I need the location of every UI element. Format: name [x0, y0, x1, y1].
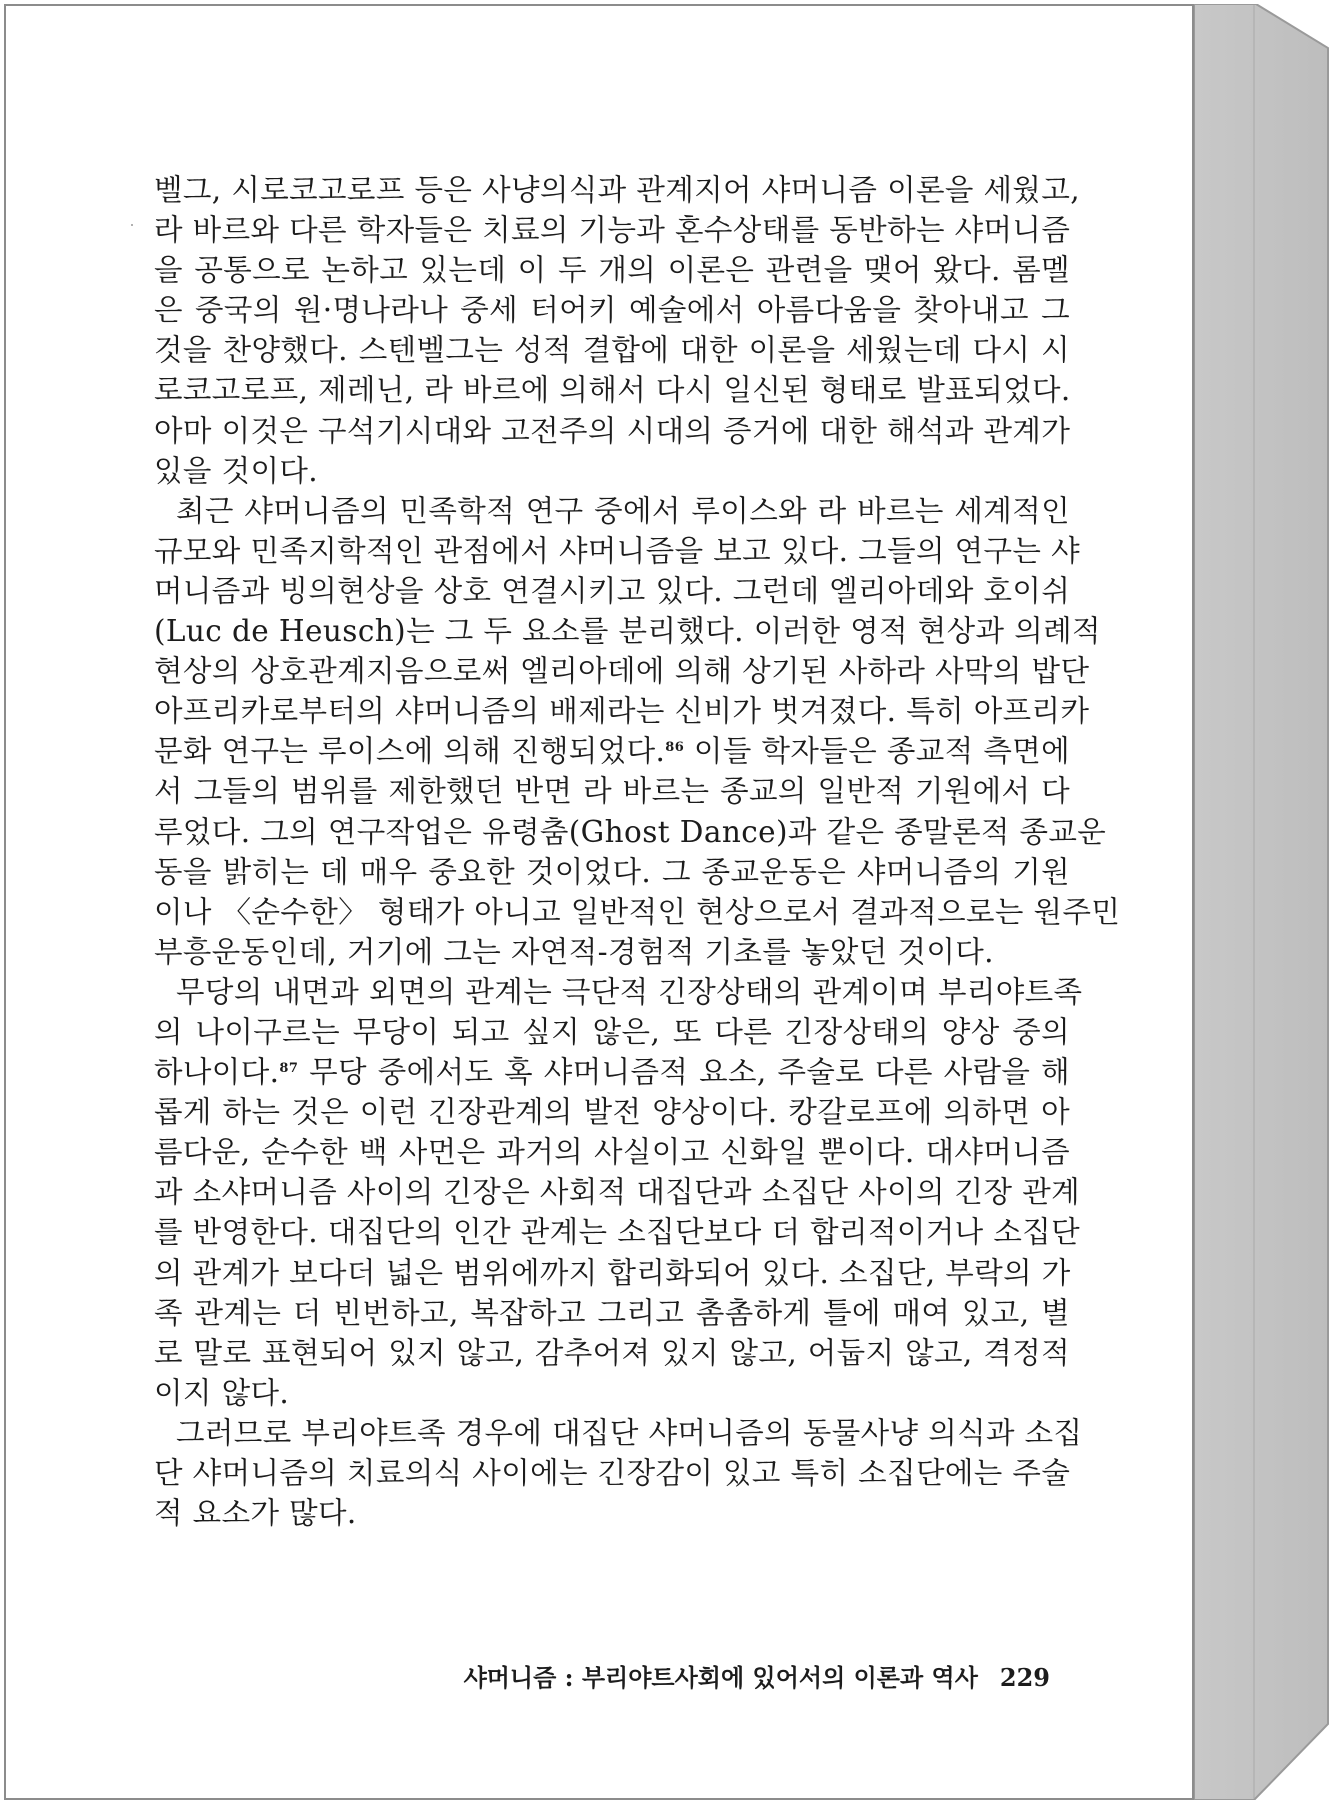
text-line: 의 관계가 보다더 넓은 범위에까지 합리화되어 있다. 소집단, 부락의 가	[154, 1255, 1071, 1290]
text-line: 규모와 민족지학적인 관점에서 샤머니즘을 보고 있다. 그들의 연구는 샤	[154, 533, 1081, 568]
text-line: 그러므로 부리야트족 경우에 대집단 샤머니즘의 동물사냥 의식과 소집	[176, 1415, 1083, 1450]
book-edge	[1194, 4, 1330, 1800]
text-line: 것을 찬양했다. 스텐벨그는 성적 결합에 대한 이론을 세웠는데 다시 시	[154, 333, 1070, 368]
text-line: 부흥운동인데, 거기에 그는 자연적-경험적 기초를 놓았던 것이다.	[154, 934, 994, 969]
footnote-marker-87[interactable]: 87	[279, 1061, 299, 1077]
text-line: 벨그, 시로코고로프 등은 사냥의식과 관계지어 샤머니즘 이론을 세웠고,	[154, 173, 1081, 207]
text-line: 머니즘과 빙의현상을 상호 연결시키고 있다. 그런데 엘리아데와 호이쉬	[154, 573, 1071, 608]
text-line: 로 말로 표현되어 있지 않고, 감추어져 있지 않고, 어둡지 않고, 격정적	[154, 1335, 1070, 1370]
paper-speck	[131, 224, 133, 226]
text-line-with-footnote	[154, 1052, 1070, 1092]
text-line: 의 나이구르는 무당이 되고 싶지 않은, 또 다른 긴장상태의 양상 중의	[154, 1014, 1070, 1049]
text-line: (Luc de Heusch)는 그 두 요소를 분리했다. 이러한 영적 현상과 의례적	[154, 614, 1101, 649]
running-title: 샤머니즘 : 부리야트사회에 있어서의 이론과 역사	[463, 1663, 978, 1692]
text-line: 루었다. 그의 연구작업은 유령춤(Ghost Dance)과 같은 종말론적 종교운	[154, 814, 1107, 849]
text-segment: 하나이다.	[154, 1055, 280, 1090]
text-line: 적 요소가 많다.	[154, 1496, 357, 1531]
text-line-with-footnote	[154, 731, 1070, 771]
text-line: 단 샤머니즘의 치료의식 사이에는 긴장감이 있고 특히 소집단에는 주술	[154, 1456, 1071, 1490]
text-line: 무당의 내면과 외면의 관계는 극단적 긴장상태의 관계이며 부리야트족	[176, 974, 1083, 1009]
text-line: 현상의 상호관계지음으로써 엘리아데에 의해 상기된 사하라 사막의 밥단	[154, 654, 1090, 689]
book-edge-shape	[1194, 4, 1330, 1800]
text-line: 있을 것이다.	[154, 453, 319, 488]
text-line: 족 관계는 더 빈번하고, 복잡하고 그리고 촘촘하게 틀에 매여 있고, 별	[154, 1295, 1070, 1330]
text-line: 로코고로프, 제레닌, 라 바르에 의해서 다시 일신된 형태로 발표되었다.	[154, 373, 1071, 408]
text-segment: 이들 학자들은 종교적 측면에	[684, 734, 1071, 769]
text-line: 롭게 하는 것은 이런 긴장관계의 발전 양상이다. 캉갈로프에 의하면 아	[154, 1095, 1070, 1130]
text-line: 이지 않다.	[154, 1375, 290, 1410]
paragraph-1	[154, 170, 1081, 491]
paragraph-2	[154, 491, 1121, 972]
text-line: 아마 이것은 구석기시대와 고전주의 시대의 증거에 대한 해석과 관계가	[154, 413, 1071, 448]
paragraph-3	[154, 972, 1083, 1413]
text-line: 을 공통으로 논하고 있는데 이 두 개의 이론은 관련을 맺어 왔다. 롬멜	[154, 253, 1070, 288]
text-line: 서 그들의 범위를 제한했던 반면 라 바르는 종교의 일반적 기원에서 다	[154, 774, 1070, 809]
text-line: 름다운, 순수한 백 사먼은 과거의 사실이고 신화일 뿐이다. 대샤머니즘	[154, 1135, 1070, 1170]
page-number: 229	[999, 1663, 1050, 1692]
body-text	[154, 170, 1121, 1533]
text-segment: 무당 중에서도 혹 샤머니즘적 요소, 주술로 다른 사람을 해	[298, 1055, 1070, 1090]
text-line: 라 바르와 다른 학자들은 치료의 기능과 혼수상태를 동반하는 샤머니즘	[154, 213, 1071, 248]
running-footer	[420, 1658, 1050, 1693]
text-line: 를 반영한다. 대집단의 인간 관계는 소집단보다 더 합리적이거나 소집단	[154, 1215, 1081, 1250]
footnote-marker-86[interactable]: 86	[665, 740, 685, 756]
text-line: 이나 〈순수한〉 형태가 아니고 일반적인 현상으로서 결과적으로는 원주민	[154, 894, 1121, 929]
text-line: 과 소샤머니즘 사이의 긴장은 사회적 대집단과 소집단 사이의 긴장 관계	[154, 1175, 1081, 1210]
text-line: 아프리카로부터의 샤머니즘의 배제라는 신비가 벗겨졌다. 특히 아프리카	[154, 694, 1090, 729]
text-segment: 문화 연구는 루이스에 의해 진행되었다.	[154, 734, 666, 769]
text-line: 동을 밝히는 데 매우 중요한 것이었다. 그 종교운동은 샤머니즘의 기원	[154, 854, 1070, 889]
text-line: 최근 샤머니즘의 민족학적 연구 중에서 루이스와 라 바르는 세계적인	[176, 493, 1070, 528]
text-line: 은 중국의 원·명나라나 중세 터어키 예술에서 아름다움을 찾아내고 그	[154, 293, 1070, 328]
paragraph-4	[154, 1413, 1083, 1533]
